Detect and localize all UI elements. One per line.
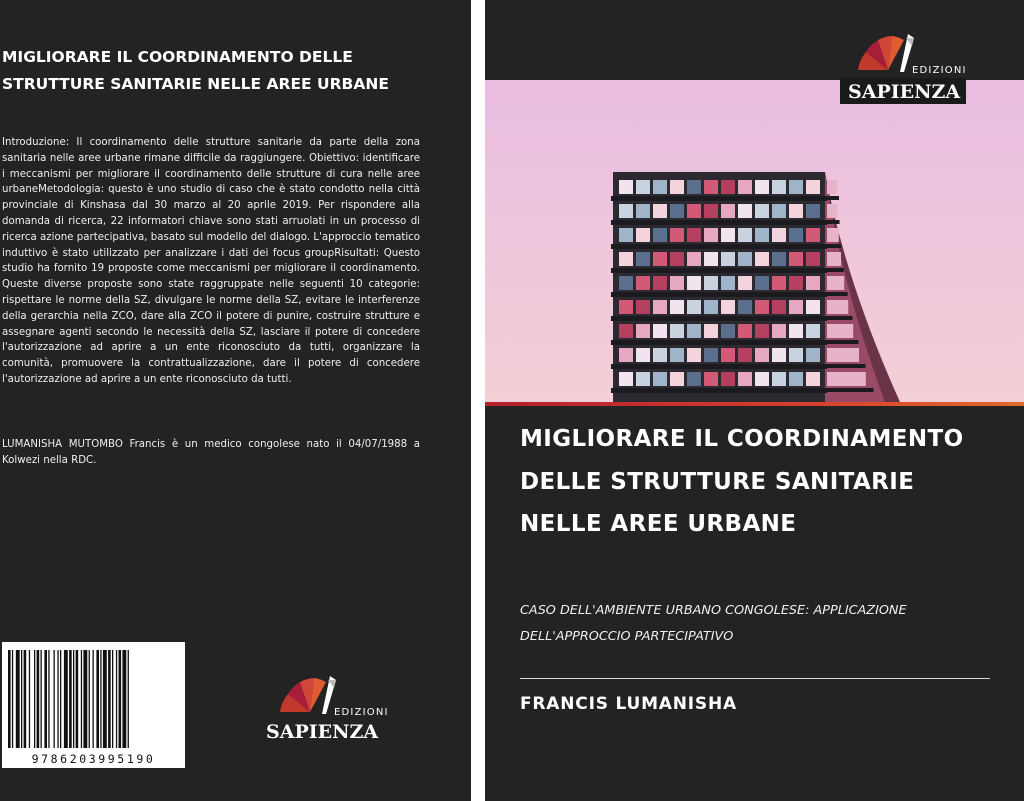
- back-cover: [0, 0, 471, 801]
- spine-gap: [471, 0, 485, 801]
- isbn-digits: 9786203995190: [31, 752, 156, 766]
- publisher-logo-small-text: EDIZIONI: [334, 707, 389, 718]
- back-cover-summary: Introduzione: Il coordinamento delle strutture sanitarie da parte della zona sanitaria nelle aree urbane rimane difficile da raggiungere. Obiettivo: identificare i meccanismi per migliorare il coordinamento delle strutture di cura nelle aree urbaneMetodologia: questo è uno studio di caso che è stato condotto nella città provinciale di Kinshasa dal 30 marzo al 20 aprile 2019. Per rispondere alla domanda di ricerca, 22 informatori chiave sono stati arruolati in un processo di ricerca azione partecipativa, basato sul modello del dialogo. L'approccio tematico induttivo è stato utilizzato per analizzare i dati dei focus groupRisultati: Questo studio ha fornito 19 proposte come meccanismi per migliorare il coordinamento. Queste diverse proposte sono state raggruppate nelle seguenti 10 categorie: rispettare le norme della SZ, divulgare le norme della SZ, evitare le interferenze della gerarchia nella ZCO, dare alla ZCO il potere di punire, costruire strutture e assegnare agenti secondo le necessità della SZ, lasciare il potere di concedere l'autorizzazione ad aprire a un ente riconosciuto da tutti, organizzare la comunità, promuovere la contrattualizzazione, dare il potere di concedere l'autorizzazione ad aprire a un ente riconosciuto da tutti.: [2, 137, 420, 385]
- front-cover-subtitle: CASO DELL'AMBIENTE URBANO CONGOLESE: APPLICAZIONE DELL'APPROCCIO PARTECIPATIVO: [520, 603, 907, 644]
- publisher-logo-back: [262, 670, 389, 745]
- isbn-barcode: [2, 642, 185, 768]
- publisher-logo-big-text: SAPIENZA: [848, 81, 961, 103]
- publisher-logo-front: [840, 28, 966, 104]
- publisher-logo-small-text: EDIZIONI: [912, 65, 967, 76]
- quill-fan-logo-icon: [262, 670, 389, 745]
- front-cover-title: MIGLIORARE IL COORDINAMENTO DELLE STRUTTURE SANITARIE NELLE AREE URBANE: [520, 426, 964, 537]
- title-divider: [520, 678, 990, 679]
- barcode-bars-icon: [8, 650, 179, 748]
- publisher-logo-big-text: SAPIENZA: [266, 721, 379, 743]
- back-cover-title: MIGLIORARE IL COORDINAMENTO DELLE STRUTTURE SANITARIE NELLE AREE URBANE: [2, 48, 389, 93]
- front-cover-author: FRANCIS LUMANISHA: [520, 694, 737, 714]
- building-facade-icon: [485, 80, 1024, 402]
- author-bio: LUMANISHA MUTOMBO Francis è un medico congolese nato il 04/07/1988 a Kolwezi nella RDC.: [2, 439, 420, 466]
- accent-line: [485, 402, 1024, 406]
- quill-fan-logo-icon: [840, 28, 966, 104]
- front-cover: [485, 0, 1024, 801]
- cover-photo: [485, 80, 1024, 402]
